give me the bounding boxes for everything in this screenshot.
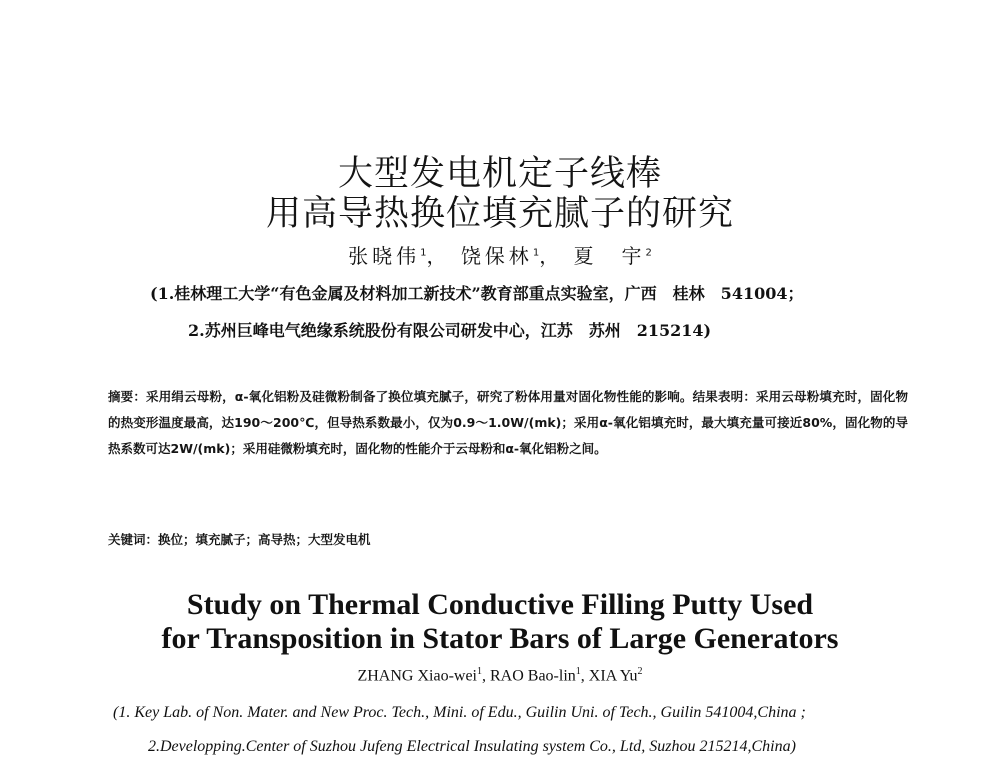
keywords-label: 关键词：: [108, 532, 159, 547]
english-title-line-1: Study on Thermal Conductive Filling Putty Used: [186, 588, 814, 621]
chinese-abstract: [108, 384, 908, 462]
author-name: 饶保林: [460, 244, 533, 268]
keywords-text: 换位；填充腻子；高导热；大型发电机: [158, 532, 371, 547]
author-name: XIA Yu: [588, 667, 638, 685]
author-affiliation-mark: 1: [532, 247, 540, 259]
chinese-keywords: [108, 530, 908, 548]
author-affiliation-mark: 1: [477, 666, 482, 677]
author-name: ZHANG Xiao-wei: [357, 667, 477, 685]
chinese-affiliation-2: 2.苏州巨峰电气绝缘系统股份有限公司研发中心，江苏 苏州 215214): [188, 321, 712, 340]
chinese-authors: [0, 240, 1000, 269]
english-title-line-2: for Transposition in Stator Bars of Large Generators: [161, 622, 839, 655]
chinese-title-line-2: 用高导热换位填充腻子的研究: [265, 194, 734, 234]
author-separator: ,: [580, 667, 589, 685]
chinese-title-line-1: 大型发电机定子线棒: [337, 154, 662, 194]
author-separator: ，: [539, 244, 564, 268]
english-authors: [0, 666, 1000, 685]
author-name: 张晓伟: [348, 244, 421, 268]
abstract-label: 摘要：: [108, 389, 147, 404]
author-separator: ,: [482, 667, 490, 685]
author-affiliation-mark: 2: [645, 247, 652, 259]
chinese-affiliation-1: (1.桂林理工大学“有色金属及材料加工新技术”教育部重点实验室，广西 桂林 541004；: [150, 284, 804, 303]
english-affiliation-1: (1. Key Lab. of Non. Mater. and New Proc. Tech., Mini. of Edu., Guilin Uni. of Tech., Guilin 541004,China ;: [113, 704, 806, 721]
author-name: RAO Bao-lin: [490, 667, 576, 685]
author-affiliation-mark: 2: [637, 666, 643, 677]
abstract-text: 采用绢云母粉，α-氧化铝粉及硅微粉制备了换位填充腻子，研究了粉体用量对固化物性能的影响。结果表明：采用云母粉填充时，固化物的热变形温度最高，达190～200℃，但导热系数最小，仅为0.9～1.0W/(mk)；采用α-氧化铝填充时，最大填充量可接近80%，固化物的导热系数可达2W/(mk)；采用硅微粉填充时，固化物的性能介于云母粉和α-氧化铝粉之间。: [108, 389, 908, 456]
english-affiliation-2: 2.Developping.Center of Suzhou Jufeng Electrical Insulating system Co., Ltd, Suzhou 215214,China): [148, 738, 796, 755]
author-affiliation-mark: 1: [420, 247, 427, 259]
author-affiliation-mark: 1: [575, 666, 581, 677]
author-separator: ，: [426, 244, 451, 268]
author-name: 夏 宇: [573, 244, 646, 268]
